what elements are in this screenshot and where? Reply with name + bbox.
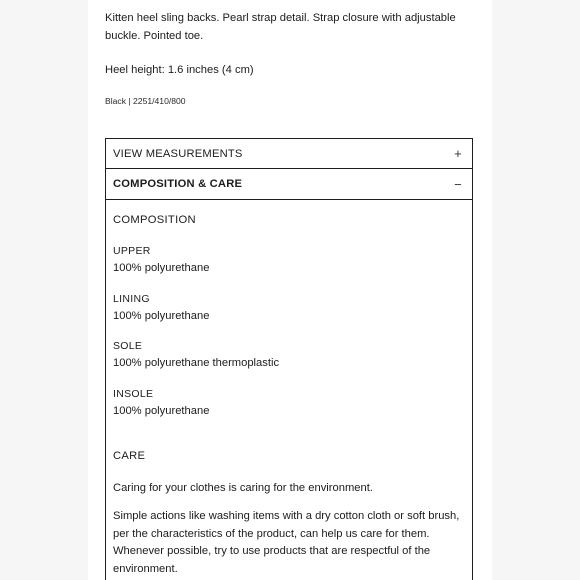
view-measurements-toggle[interactable] — [106, 139, 472, 169]
material-value: 100% polyurethane — [113, 405, 210, 417]
minus-icon: − — [454, 176, 462, 192]
view-measurements-label: VIEW MEASUREMENTS — [113, 147, 243, 160]
material-value: 100% polyurethane — [113, 310, 210, 322]
material-value: 100% polyurethane thermoplastic — [113, 357, 280, 369]
composition-care-content — [106, 200, 472, 580]
material-part: INSOLE — [113, 388, 154, 400]
heel-height: Heel height: 1.6 inches (4 cm) — [105, 64, 254, 76]
product-description: Kitten heel sling backs. Pearl strap detail. Strap closure with adjustable buckle. Pointed toe. — [105, 12, 456, 42]
material-part: LINING — [113, 293, 150, 305]
product-reference: Black | 2251/410/800 — [105, 96, 186, 106]
product-details-panel — [88, 0, 492, 580]
material-value: 100% polyurethane — [113, 262, 210, 274]
care-body: Simple actions like washing items with a dry cotton cloth or soft brush, per the characteristics of the product, can help us care for them. Whenever possible, try to use products that are respectful of the environment. — [113, 510, 460, 575]
composition-care-toggle[interactable] — [106, 169, 472, 200]
care-title: CARE — [113, 450, 146, 462]
material-part: SOLE — [113, 340, 143, 352]
material-part: UPPER — [113, 245, 151, 257]
care-intro: Caring for your clothes is caring for the environment. — [113, 482, 373, 494]
composition-care-label: COMPOSITION & CARE — [113, 178, 243, 190]
product-info-accordion — [105, 138, 473, 580]
composition-title: COMPOSITION — [113, 214, 196, 226]
plus-icon: + — [454, 146, 462, 161]
